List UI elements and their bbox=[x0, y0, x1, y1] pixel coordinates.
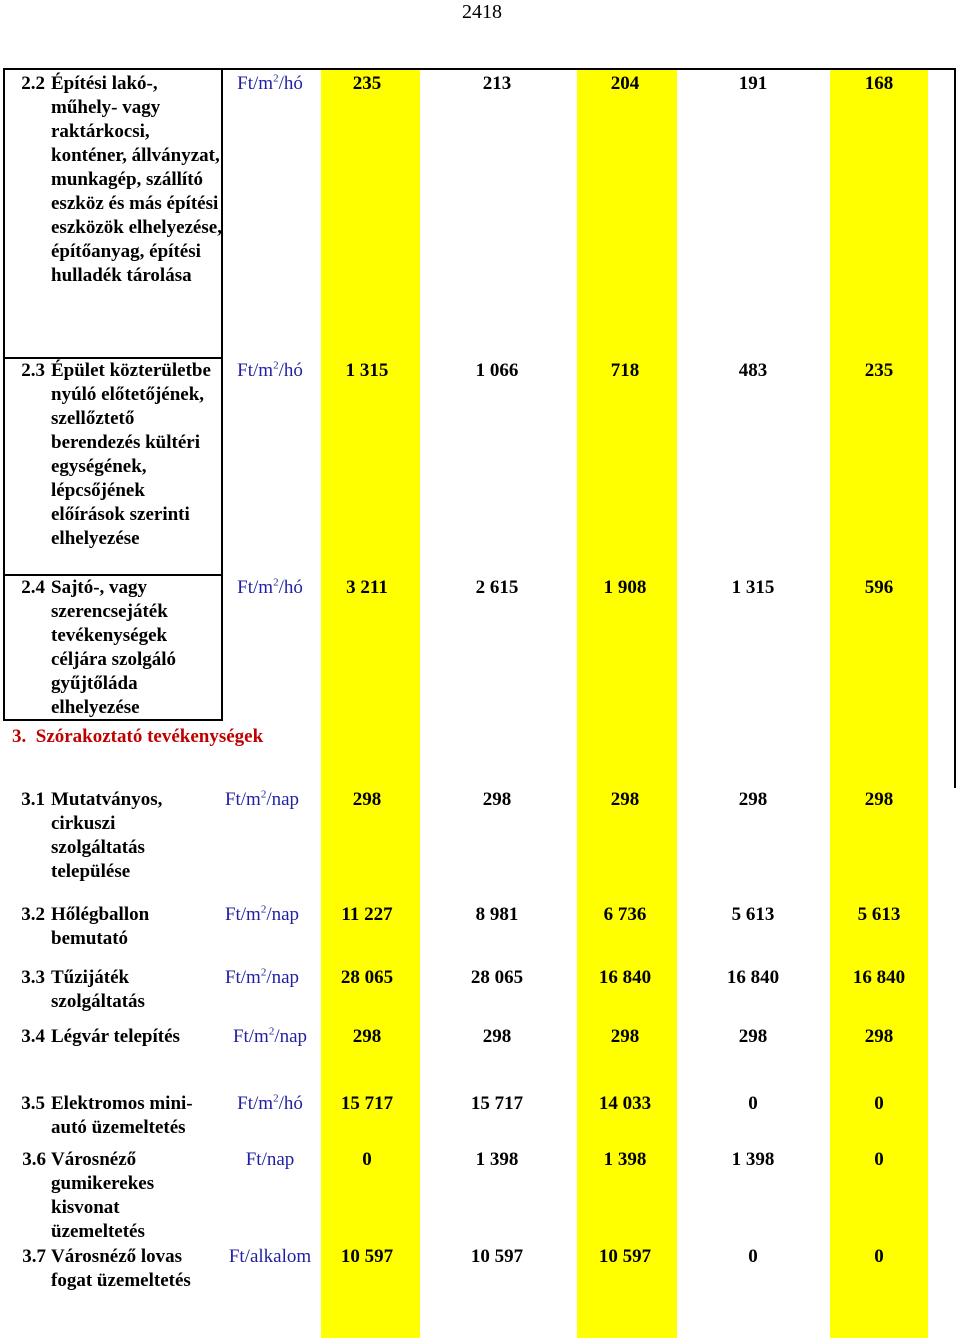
fee-zone-5: 298 bbox=[864, 1026, 894, 1047]
fee-zone-1: 15 717 bbox=[340, 1093, 394, 1114]
fee-zone-3: 10 597 bbox=[598, 1246, 652, 1267]
fee-zone-4: 16 840 bbox=[726, 967, 780, 988]
fee-zone-4: 5 613 bbox=[731, 904, 775, 925]
fee-zone-5: 5 613 bbox=[857, 904, 901, 925]
fee-zone-2: 1 398 bbox=[475, 1149, 519, 1170]
row-unit: $Ft/m^2/hó$ bbox=[237, 576, 303, 598]
fee-zone-4: 483 bbox=[738, 360, 768, 381]
fee-zone-2: 10 597 bbox=[470, 1246, 524, 1267]
fee-zone-4: 0 bbox=[748, 1093, 758, 1114]
fee-zone-2: 28 065 bbox=[470, 967, 524, 988]
row-number: 2.2 bbox=[21, 73, 45, 94]
fee-zone-5: 0 bbox=[874, 1149, 884, 1170]
fee-zone-4: 1 398 bbox=[731, 1149, 775, 1170]
row-unit: Ft/alkalom bbox=[228, 1246, 312, 1267]
row-description: Tűzijáték szolgáltatás bbox=[51, 967, 145, 1012]
row-description: Elektromos mini-autó üzemeltetés bbox=[51, 1093, 193, 1138]
row-number: 3.2 bbox=[21, 904, 45, 925]
row-description: Sajtó-, vagy szerencsejáték tevékenységek céljára szolgáló gyűjtőláda elhelyezése bbox=[51, 577, 177, 718]
row-description: Építési lakó-, műhely- vagy raktárkocsi, konténer, állványzat, munkagép, szállító eszköz és más építési eszközök elhelyezése, építőanyag, építési hulladék tárolása bbox=[51, 73, 222, 286]
row-unit: $Ft/m^2$/nap bbox=[232, 1025, 308, 1047]
row-number: 3.3 bbox=[21, 967, 45, 988]
row-unit: $Ft/m^2/hó$ bbox=[237, 359, 303, 381]
fee-zone-5: 298 bbox=[864, 789, 894, 810]
fee-zone-3: 1 398 bbox=[603, 1149, 647, 1170]
row-description: Épület közterületbe nyúló előtetőjének, szellőztető berendezés kültéri egységének, lépcsőjének előírások szerinti elhelyezése bbox=[51, 360, 211, 549]
fee-zone-1: 0 bbox=[362, 1149, 372, 1170]
row-number: 3.7 bbox=[22, 1246, 46, 1267]
fee-zone-5: 235 bbox=[864, 360, 894, 381]
fee-zone-4: 298 bbox=[738, 1026, 768, 1047]
row-unit: $Ft/m^2$/nap bbox=[224, 903, 300, 925]
fee-zone-3: 718 bbox=[610, 360, 640, 381]
fee-zone-2: 15 717 bbox=[470, 1093, 524, 1114]
row-number: 3.6 bbox=[22, 1149, 46, 1170]
row-unit: $Ft/m^2/hó$ bbox=[237, 1092, 303, 1114]
fee-zone-2: 1 066 bbox=[475, 360, 519, 381]
fee-zone-3: 16 840 bbox=[598, 967, 652, 988]
fee-zone-3: 1 908 bbox=[603, 577, 647, 598]
fee-zone-2: 213 bbox=[482, 73, 512, 94]
row-number: 2.3 bbox=[21, 360, 45, 381]
table-border-top bbox=[3, 68, 956, 70]
fee-zone-4: 298 bbox=[738, 789, 768, 810]
table-border-right bbox=[954, 68, 956, 788]
fee-zone-1: 3 211 bbox=[346, 577, 388, 598]
fee-zone-2: 298 bbox=[482, 789, 512, 810]
fee-zone-5: 0 bbox=[874, 1093, 884, 1114]
row-number: 3.1 bbox=[21, 789, 45, 810]
fee-zone-1: 10 597 bbox=[340, 1246, 394, 1267]
row-unit: $Ft/m^2/hó$ bbox=[237, 72, 303, 94]
fee-zone-1: 298 bbox=[352, 1026, 382, 1047]
fee-zone-1: 298 bbox=[352, 789, 382, 810]
fee-zone-3: 204 bbox=[610, 73, 640, 94]
row-unit: $Ft/m^2$/nap bbox=[224, 966, 300, 988]
fee-zone-2: 8 981 bbox=[475, 904, 519, 925]
fee-zone-3: 6 736 bbox=[603, 904, 647, 925]
fee-zone-5: 0 bbox=[874, 1246, 884, 1267]
fee-zone-2: 2 615 bbox=[475, 577, 519, 598]
row-number: 2.4 bbox=[21, 577, 45, 598]
fee-zone-3: 14 033 bbox=[598, 1093, 652, 1114]
row-description: Mutatványos, cirkuszi szolgáltatás települése bbox=[51, 789, 163, 882]
row-description: Városnéző gumikerekes kisvonat üzemeltetés bbox=[51, 1149, 155, 1242]
fee-zone-1: 11 227 bbox=[341, 904, 393, 925]
row-description: Hőlégballon bemutató bbox=[51, 904, 150, 949]
row-number: 3.4 bbox=[21, 1026, 45, 1047]
section-heading: 3. Szórakoztató tevékenységek bbox=[12, 726, 264, 747]
fee-zone-5: 168 bbox=[864, 73, 894, 94]
fee-zone-3: 298 bbox=[610, 1026, 640, 1047]
fee-zone-4: 191 bbox=[738, 73, 768, 94]
row-number: 3.5 bbox=[21, 1093, 45, 1114]
fee-zone-5: 596 bbox=[864, 577, 894, 598]
fee-zone-4: 0 bbox=[748, 1246, 758, 1267]
fee-zone-1: 1 315 bbox=[345, 360, 389, 381]
page-number: 2418 bbox=[462, 1, 502, 23]
fee-zone-3: 298 bbox=[610, 789, 640, 810]
table-border-left bbox=[3, 68, 5, 720]
row-unit: $Ft/m^2$/nap bbox=[224, 788, 300, 810]
fee-zone-2: 298 bbox=[482, 1026, 512, 1047]
row-description: Városnéző lovas fogat üzemeltetés bbox=[51, 1246, 191, 1291]
fee-zone-5: 16 840 bbox=[852, 967, 906, 988]
row-unit: Ft/nap bbox=[245, 1149, 295, 1170]
fee-zone-4: 1 315 bbox=[731, 577, 775, 598]
fee-zone-1: 235 bbox=[352, 73, 382, 94]
row-description: Légvár telepítés bbox=[51, 1026, 180, 1047]
fee-zone-1: 28 065 bbox=[340, 967, 394, 988]
